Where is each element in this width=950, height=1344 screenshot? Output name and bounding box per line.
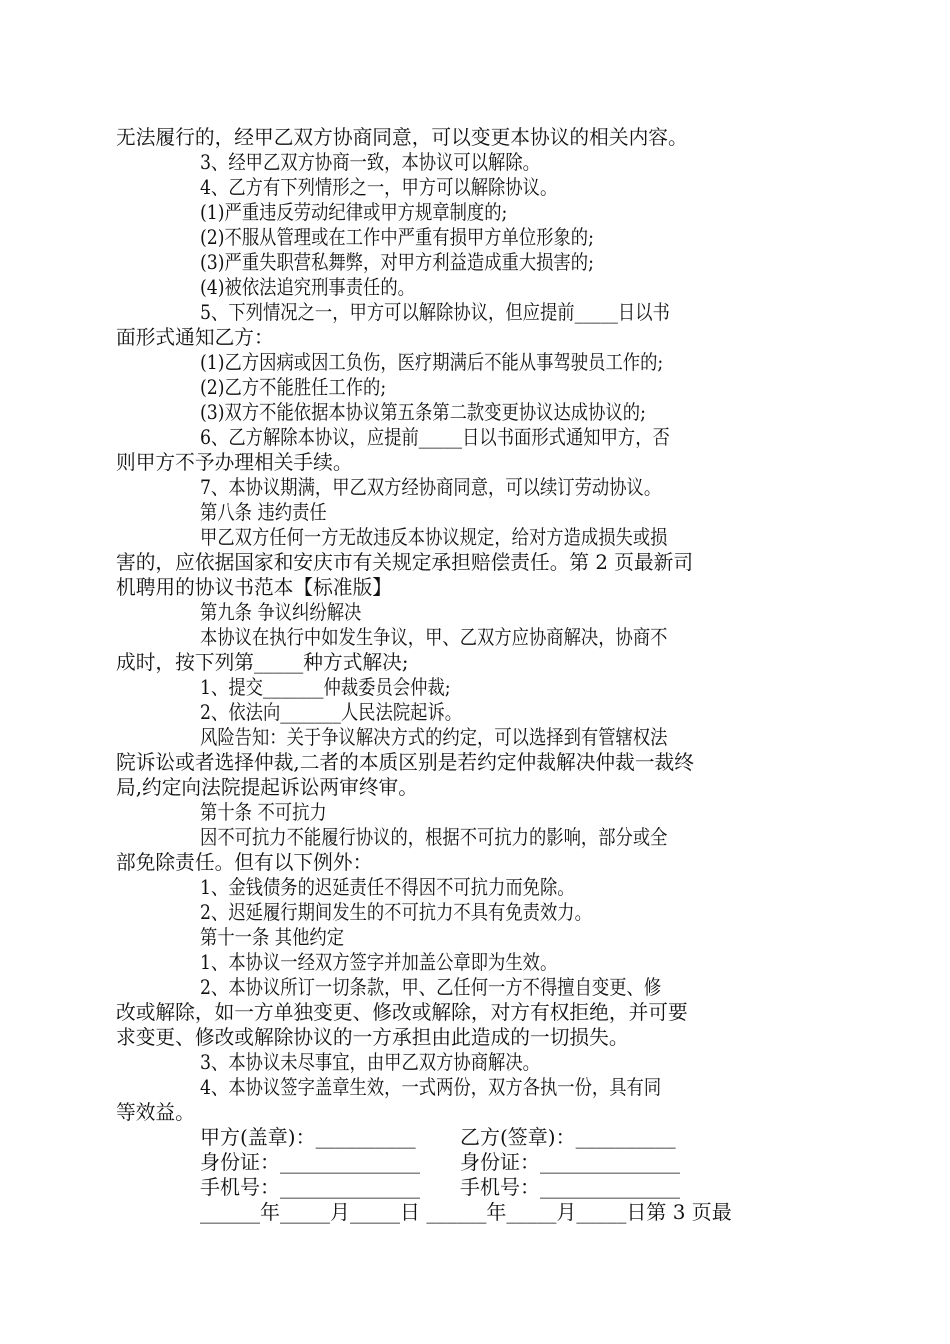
paragraph-line: 6、乙方解除本协议，应提前_____日以书面形式通知甲方，否: [200, 425, 670, 449]
paragraph-line: 改或解除，如一方单独变更、修改或解除，对方有权拒绝，并可要: [116, 1000, 688, 1024]
paragraph-line: 风险告知：关于争议解决方式的约定，可以选择到有管辖权法: [200, 725, 668, 749]
paragraph-line: 等效益。: [116, 1100, 195, 1124]
paragraph-line: 求变更、修改或解除协议的一方承担由此造成的一切损失。: [116, 1025, 629, 1049]
party-b-id-field: 身份证：______________: [460, 1150, 680, 1174]
paragraph-line: (1)乙方因病或因工负伤，医疗期满后不能从事驾驶员工作的;: [200, 350, 664, 374]
party-a-seal-field: 甲方(盖章)：__________: [200, 1125, 416, 1149]
party-b-sign-field: 乙方(签章)：__________: [460, 1125, 676, 1149]
party-a-phone-field: 手机号：______________: [200, 1175, 420, 1199]
paragraph-line: (3)双方不能依据本协议第五条第二款变更协议达成协议的;: [200, 400, 646, 424]
paragraph-line: 机聘用的协议书范本【标准版】: [116, 575, 392, 599]
paragraph-line: (1)严重违反劳动纪律或甲方规章制度的;: [200, 200, 508, 224]
paragraph-line: 因不可抗力不能履行协议的，根据不可抗力的影响，部分或全: [200, 825, 668, 849]
section-heading: 第八条 违约责任: [200, 500, 327, 524]
paragraph-line: 本协议在执行中如发生争议，甲、乙双方应协商解决，协商不: [200, 625, 668, 649]
section-heading: 第十一条 其他约定: [200, 925, 345, 949]
paragraph-line: (2)乙方不能胜任工作的;: [200, 375, 387, 399]
section-heading: 第九条 争议纠纷解决: [200, 600, 362, 624]
paragraph-line: 害的，应依据国家和安庆市有关规定承担赔偿责任。第 2 页最新司: [116, 550, 694, 574]
paragraph-line: (4)被依法追究刑事责任的。: [200, 275, 415, 299]
paragraph-line: 1、本协议一经双方签字并加盖公章即为生效。: [200, 950, 558, 974]
paragraph-line: 2、本协议所订一切条款，甲、乙任何一方不得擅自变更、修: [200, 975, 662, 999]
paragraph-line: 1、金钱债务的迟延责任不得因不可抗力而免除。: [200, 875, 575, 899]
party-b-phone-field: 手机号：______________: [460, 1175, 680, 1199]
party-a-id-field: 身份证：______________: [200, 1150, 420, 1174]
date-line: ______年_____月_____日 ______年_____月_____日第 3 页最: [200, 1200, 732, 1224]
paragraph-line: 部免除责任。但有以下例外：: [116, 850, 373, 874]
paragraph-line: 1、提交_______仲裁委员会仲裁;: [200, 675, 451, 699]
paragraph-line: (3)严重失职营私舞弊，对甲方利益造成重大损害的;: [200, 250, 594, 274]
paragraph-line: 2、依法向_______人民法院起诉。: [200, 700, 463, 724]
paragraph-line: 无法履行的，经甲乙双方协商同意，可以变更本协议的相关内容。: [116, 125, 688, 149]
paragraph-line: 2、迟延履行期间发生的不可抗力不具有免责效力。: [200, 900, 592, 924]
paragraph-line: 4、乙方有下列情形之一，甲方可以解除协议。: [200, 175, 558, 199]
paragraph-line: 4、本协议签字盖章生效，一式两份，双方各执一份，具有同: [200, 1075, 662, 1099]
paragraph-line: 局,约定向法院提起诉讼两审终审。: [116, 775, 418, 799]
paragraph-line: 院诉讼或者选择仲裁,二者的本质区别是若约定仲裁解决仲裁一裁终: [116, 750, 694, 774]
paragraph-line: 甲乙双方任何一方无故违反本协议规定，给对方造成损失或损: [200, 525, 668, 549]
section-heading: 第十条 不可抗力: [200, 800, 327, 824]
paragraph-line: 3、本协议未尽事宜，由甲乙双方协商解决。: [200, 1050, 540, 1074]
paragraph-line: 5、下列情况之一，甲方可以解除协议，但应提前_____日以书: [200, 300, 670, 324]
paragraph-line: 3、经甲乙双方协商一致，本协议可以解除。: [200, 150, 540, 174]
paragraph-line: (2)不服从管理或在工作中严重有损甲方单位形象的;: [200, 225, 594, 249]
paragraph-line: 7、本协议期满，甲乙双方经协商同意，可以续订劳动协议。: [200, 475, 662, 499]
paragraph-line: 成时，按下列第_____种方式解决;: [116, 650, 409, 674]
paragraph-line: 面形式通知乙方：: [116, 325, 274, 349]
paragraph-line: 则甲方不予办理相关手续。: [116, 450, 353, 474]
